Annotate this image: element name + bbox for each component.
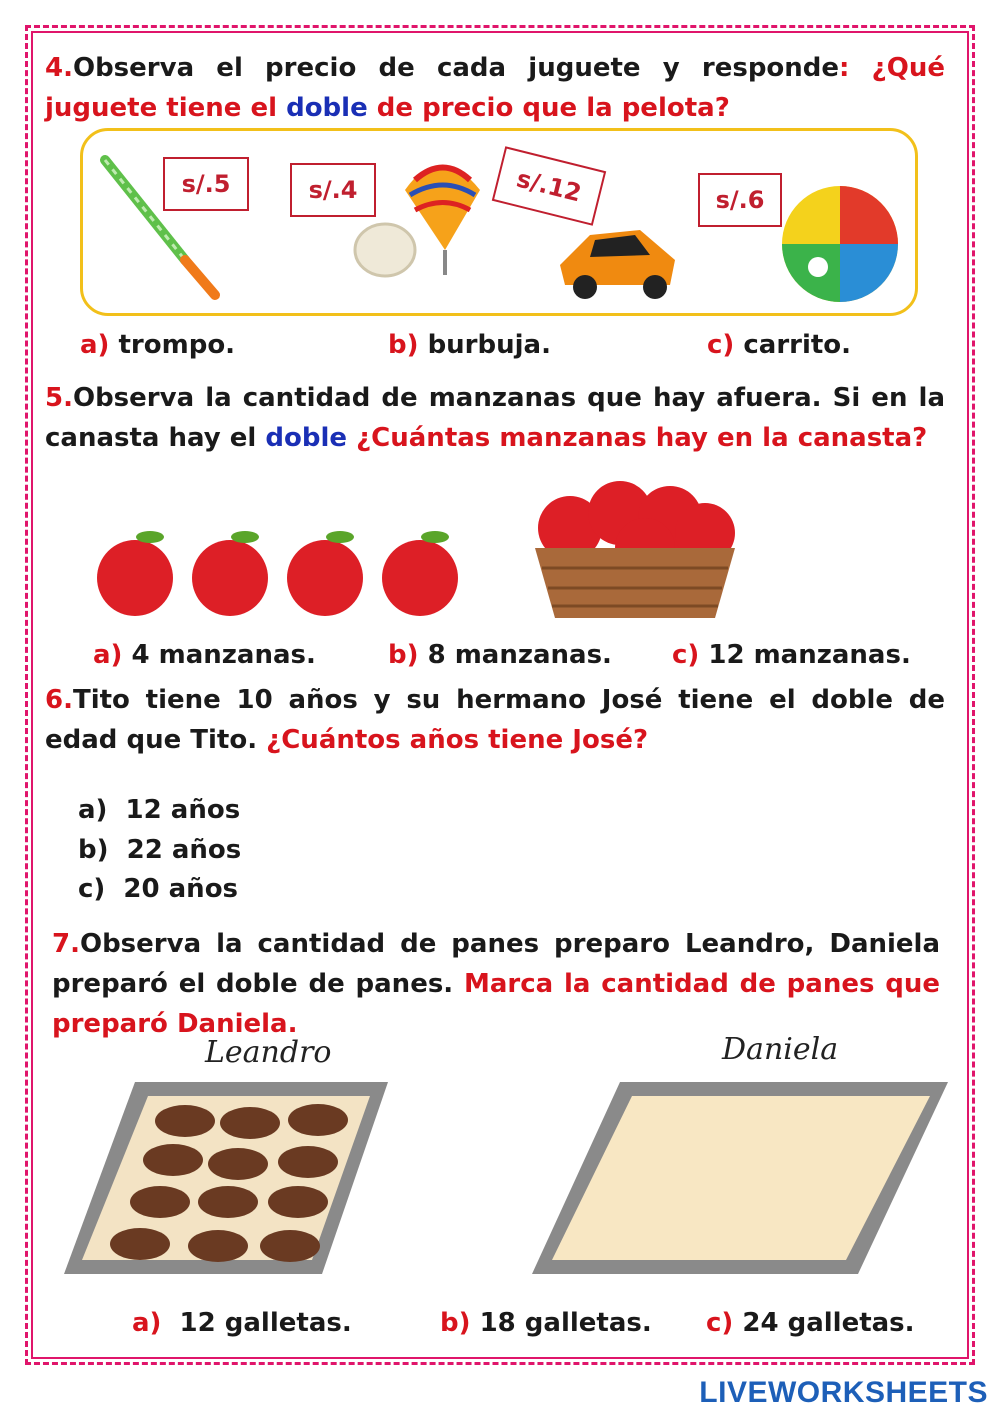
label-leandro: Leandro <box>205 1035 332 1070</box>
q7-text: Observa la cantidad de panes preparo Leandro, Daniela preparó el doble de panes. <box>52 929 940 999</box>
label-daniela: Daniela <box>722 1032 839 1067</box>
q4-number: 4. <box>45 53 73 83</box>
q4-question-part2: de precio que la pelota? <box>376 93 730 123</box>
q5-text: Observa la cantidad de manzanas que hay afuera. Si en la canasta hay el <box>45 383 945 453</box>
q4-option-c[interactable]: c) carrito. <box>707 330 852 360</box>
q6-option-a[interactable]: a) 12 años <box>78 795 241 825</box>
question-4 <box>45 48 945 128</box>
tray-leandro-cookies <box>60 1078 395 1278</box>
q4-colon: : <box>839 53 850 83</box>
price-tag-bubble: s/.5 <box>163 157 249 211</box>
toy-car-image <box>555 215 685 305</box>
q4-option-a[interactable]: a) trompo. <box>80 330 236 360</box>
q7-option-c[interactable]: c) 24 galletas. <box>706 1308 915 1338</box>
apples-outside-image <box>90 525 470 620</box>
question-5 <box>45 378 945 458</box>
q4-emphasis: doble <box>286 93 368 123</box>
liveworksheets-logo: LIVEWORKSHEETS <box>699 1376 988 1409</box>
q7-number: 7. <box>52 929 80 959</box>
q5-option-c[interactable]: c) 12 manzanas. <box>672 640 911 670</box>
question-7 <box>52 924 940 1044</box>
price-tag-car: s/.12 <box>492 146 606 225</box>
q4-option-b[interactable]: b) burbuja. <box>388 330 551 360</box>
q4-text: Observa el precio de cada juguete y responde <box>72 53 840 83</box>
q6-number: 6. <box>45 685 73 715</box>
price-tag-ball: s/.6 <box>698 173 782 227</box>
beach-ball-image <box>778 182 903 307</box>
q6-option-b[interactable]: b) 22 años <box>78 835 242 865</box>
q4-question-part1: ¿Qué juguete tiene el <box>45 53 945 123</box>
tray-daniela-empty[interactable] <box>528 1078 953 1278</box>
apple-basket-image <box>530 478 740 623</box>
question-6 <box>45 680 945 760</box>
q5-emphasis: doble <box>265 423 348 453</box>
price-tag-top: s/.4 <box>290 163 376 217</box>
q7-option-b[interactable]: b) 18 galletas. <box>440 1308 652 1338</box>
q6-option-c[interactable]: c) 20 años <box>78 874 239 904</box>
q5-question: ¿Cuántas manzanas hay en la canasta? <box>356 423 928 453</box>
q6-text: Tito tiene 10 años y su hermano José tiene el doble de edad que Tito. <box>45 685 945 755</box>
q5-option-a[interactable]: a) 4 manzanas. <box>93 640 316 670</box>
q6-question: ¿Cuántos años tiene José? <box>266 725 649 755</box>
q7-question: Marca la cantidad de panes que preparó Daniela. <box>52 969 940 1039</box>
q7-option-a[interactable]: a) 12 galletas. <box>132 1308 352 1338</box>
q5-number: 5. <box>45 383 73 413</box>
q5-option-b[interactable]: b) 8 manzanas. <box>388 640 612 670</box>
